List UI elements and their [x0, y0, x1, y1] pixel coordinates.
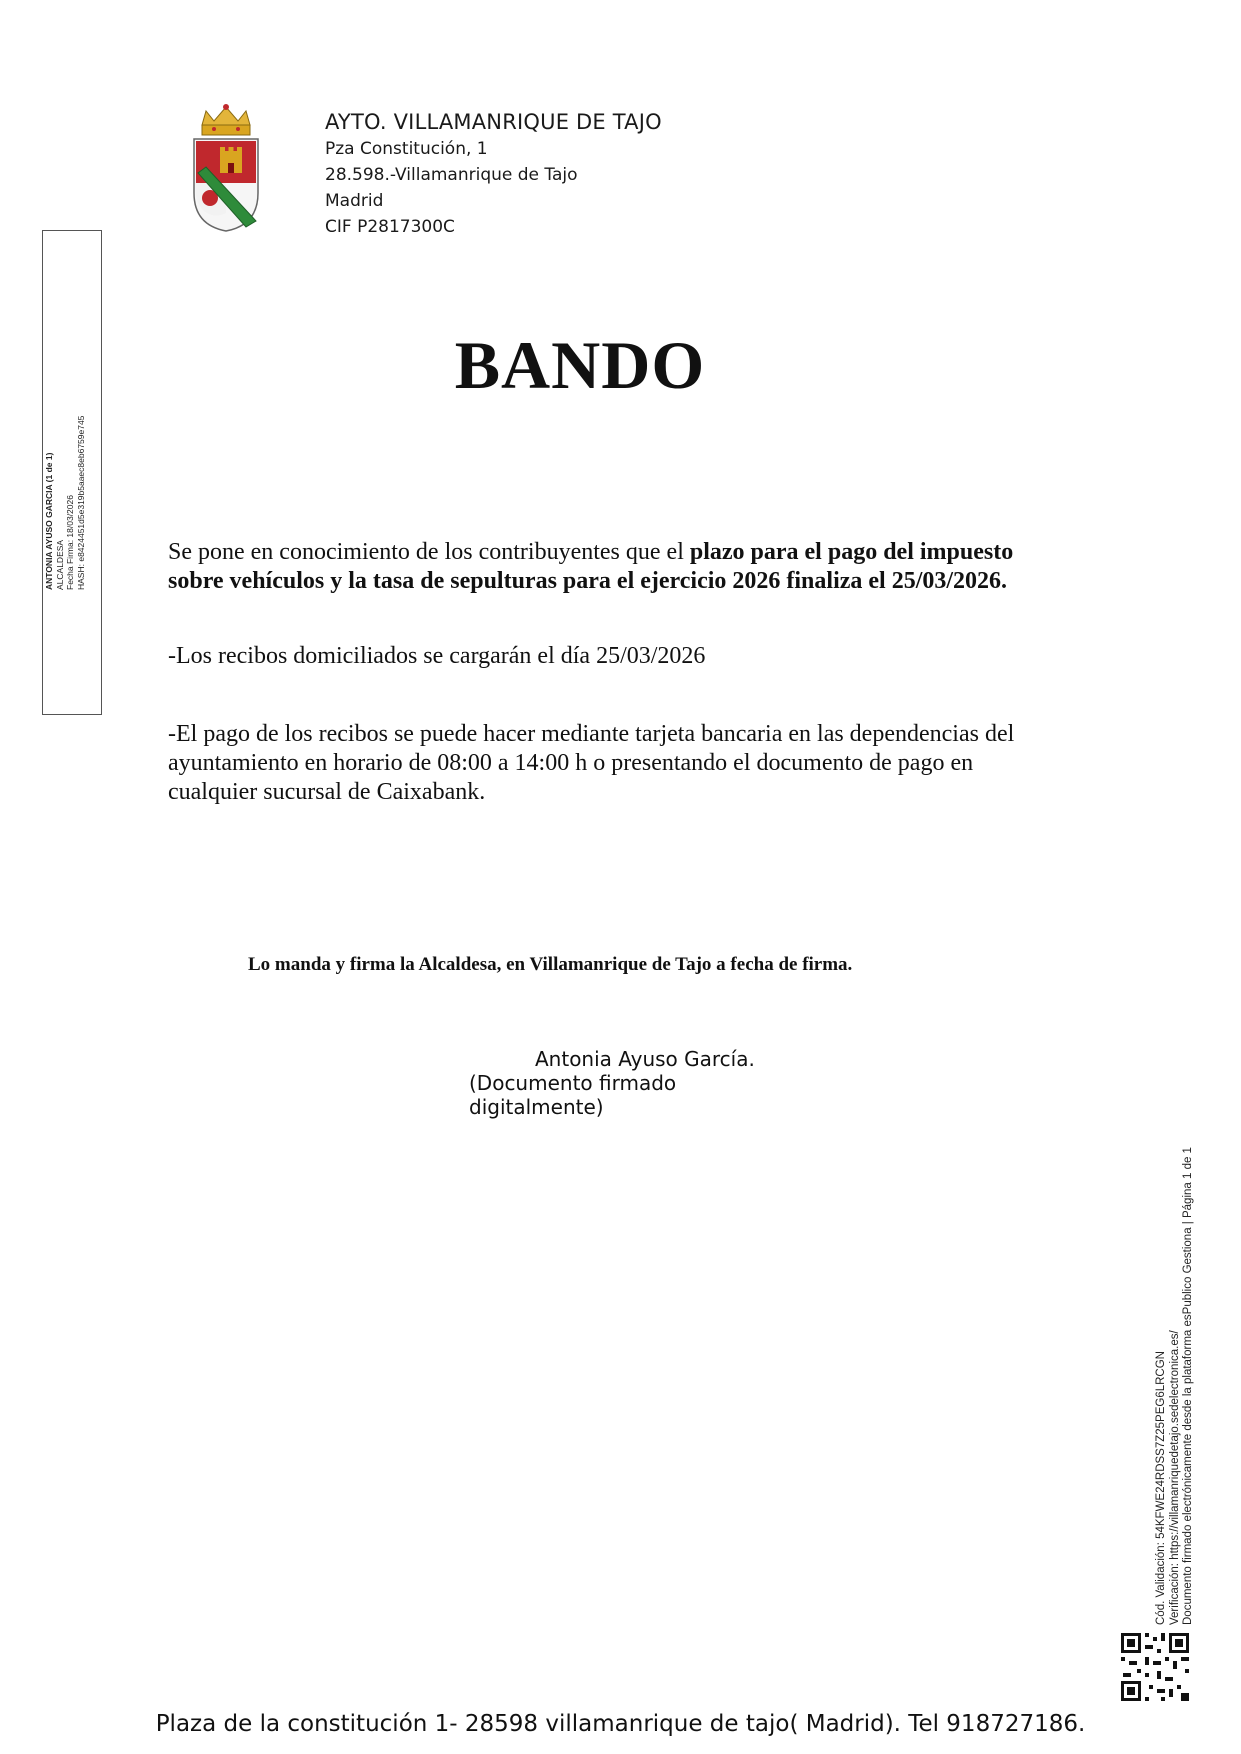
paragraph-payment-methods: -El pago de los recibos se puede hacer mediante tarjeta bancaria en las dependencias del ayuntamiento en horario de 08:00 a 14:00 h o presentando el documento de pago en cualquier sucursal de Caixabank. [168, 721, 1015, 805]
address-street: Pza Constitución, 1 [325, 139, 488, 159]
signature-statement: Lo manda y firma la Alcaldesa, en Villamanrique de Tajo a fecha de firma. [248, 954, 853, 975]
organization-header [325, 108, 662, 240]
verification-block [1155, 1065, 1196, 1625]
coat-of-arms-logo [186, 103, 266, 233]
verification-platform: Documento firmado electrónicamente desde la plataforma esPublico Gestiona | Página 1 de 1 [1182, 1147, 1194, 1625]
crown-icon [202, 104, 250, 135]
signer-note: (Documento firmado digitalmente) [469, 1071, 677, 1119]
tax-id: CIF P2817300C [325, 217, 455, 237]
document-title: BANDO [454, 327, 706, 403]
stamp-role: ALCALDESA [54, 539, 65, 590]
signer-name: Antonia Ayuso García. [535, 1047, 755, 1071]
paragraph-deadline-bold: plazo para el pago del impuesto sobre vehículos y la tasa de sepulturas para el ejercicio 2026 finaliza el 25/03/2026. [168, 539, 1014, 594]
verification-code: Cód. Validación: 54KFWE24RDSS7Z25PEG6LRCGN [1155, 1351, 1167, 1625]
page-footer: Plaza de la constitución 1- 28598 villamanrique de tajo( Madrid). Tel 918727186. [155, 1711, 1086, 1737]
qr-code-icon [1119, 1631, 1191, 1703]
stamp-date: Fecha Firma: 18/03/2026 [65, 495, 75, 590]
stamp-signer: ANTONIA AYUSO GARCIA (1 de 1) [44, 452, 54, 590]
address-city: 28.598.-Villamanrique de Tajo [325, 165, 578, 185]
organization-name: AYTO. VILLAMANRIQUE DE TAJO [325, 110, 662, 134]
paragraph-deadline [168, 538, 1068, 596]
paragraph-direct-debit: -Los recibos domiciliados se cargarán el día 25/03/2026 [168, 643, 706, 669]
verification-url: Verificación: https://villamanriquedetajo.sedelectronica.es/ [1168, 1330, 1181, 1625]
stamp-hash: HASH: e8424451d5e319b5aaec8eb6759e745 [75, 415, 86, 590]
paragraph-deadline-intro: Se pone en conocimiento de los contribuyentes que el [168, 539, 690, 565]
address-region: Madrid [325, 191, 384, 211]
